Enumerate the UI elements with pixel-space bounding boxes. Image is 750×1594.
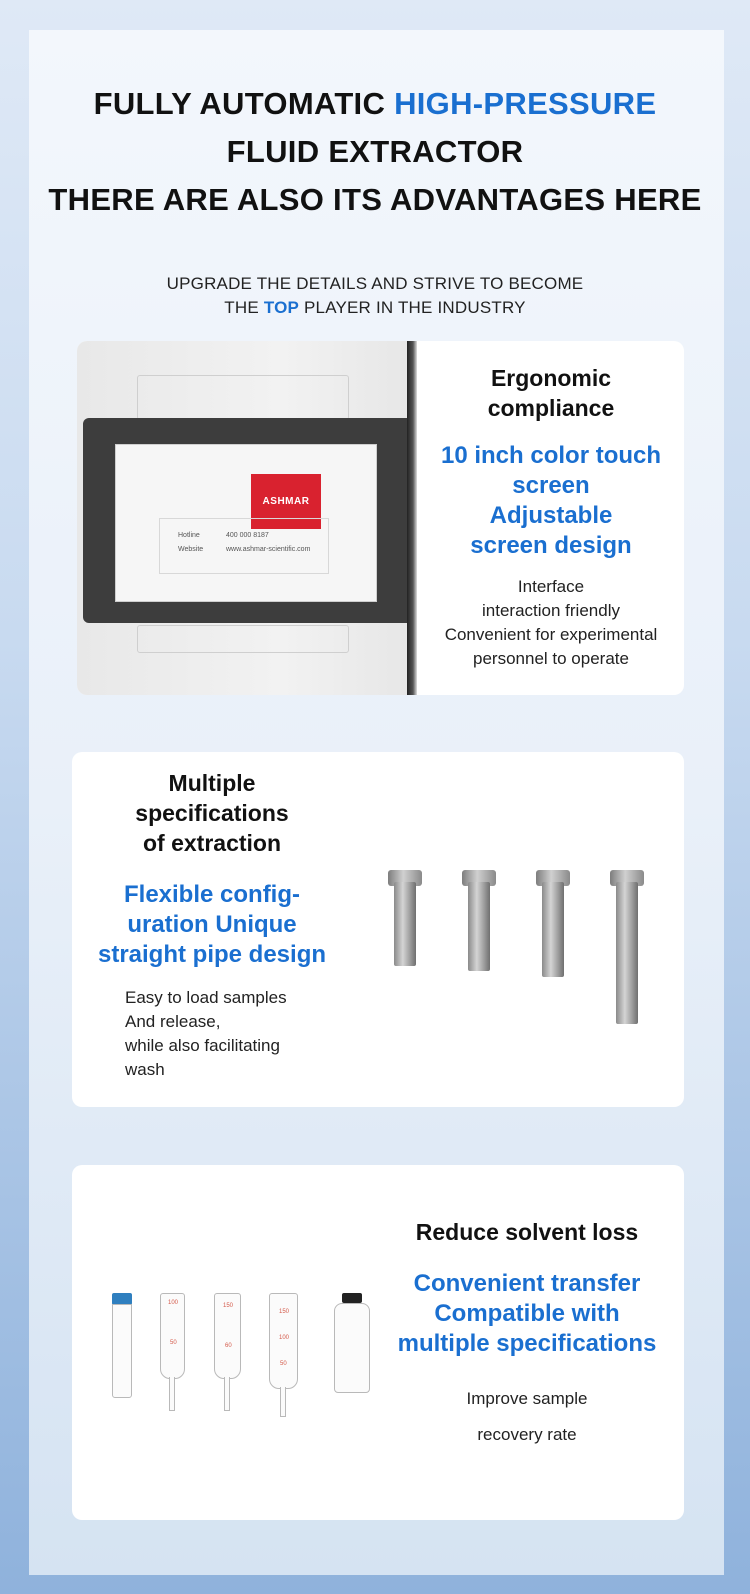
card2-highlight — [72, 880, 352, 970]
hotline-value: 400 000 8187 — [226, 532, 269, 539]
card2-title-line: of extraction — [142, 830, 282, 856]
vial-2-mark-top: 150 — [223, 1303, 234, 1309]
card1-highlight-line: Adjustable — [489, 502, 613, 529]
subtitle-line-2-pre: THE — [224, 298, 264, 317]
card2-title — [72, 768, 352, 858]
subtitle-line-1: UPGRADE THE DETAILS AND STRIVE TO BECOME — [166, 274, 584, 293]
card1-highlight-line: screen — [512, 472, 590, 499]
extraction-tube-small — [394, 882, 416, 966]
card1-body — [418, 575, 684, 671]
device-frame-edge — [407, 341, 417, 695]
hero-line-1-highlight: HIGH-PRESSURE — [394, 86, 657, 121]
ashmar-logo: ASHMAR — [251, 474, 321, 529]
card3-title: Reduce solvent loss — [415, 1219, 639, 1245]
collection-vial-3 — [269, 1293, 298, 1389]
card3-highlight — [382, 1269, 672, 1359]
sample-vial — [112, 1304, 132, 1398]
vial-1-mark-mid: 50 — [170, 1340, 177, 1346]
card2-body-line: Easy to load samples — [125, 988, 287, 1007]
collection-vial-1-tip — [169, 1377, 175, 1411]
vial-3-mark-top: 150 — [279, 1309, 290, 1315]
hero-line-3: THERE ARE ALSO ITS ADVANTAGES HERE — [48, 182, 702, 217]
feature-card-touchscreen — [77, 341, 684, 695]
extraction-tube-large — [542, 882, 564, 977]
feature-card-solvent — [72, 1165, 684, 1520]
hero-heading — [0, 80, 750, 224]
card3-highlight-line: Compatible with — [434, 1300, 620, 1327]
subtitle-line-2-post: PLAYER IN THE INDUSTRY — [299, 298, 526, 317]
hotline-label: Hotline — [178, 532, 200, 539]
card2-body-line: And release, — [125, 1012, 221, 1031]
card1-text — [418, 341, 684, 671]
hero-line-2: FLUID EXTRACTOR — [226, 134, 524, 169]
card1-body-line: Interface — [517, 577, 585, 596]
card1-body-line: interaction friendly — [482, 601, 620, 620]
device-contact-info — [159, 518, 329, 574]
vial-3-mark-mid: 100 — [279, 1335, 290, 1341]
collection-vial-2-tip — [224, 1377, 230, 1411]
card3-highlight-line: multiple specifications — [397, 1330, 657, 1357]
subtitle-highlight: TOP — [263, 298, 300, 317]
card2-title-line: Multiple — [168, 770, 256, 796]
collection-bottle — [334, 1303, 370, 1393]
card2-body — [72, 986, 352, 1082]
card1-highlight-line: 10 inch color touch — [440, 442, 662, 469]
card1-body-line: personnel to operate — [473, 649, 629, 668]
subtitle — [0, 272, 750, 320]
website-label: Website — [178, 546, 204, 553]
card3-text — [382, 1165, 672, 1453]
vial-3-mark-low: 50 — [280, 1361, 287, 1367]
card3-body — [382, 1381, 672, 1453]
device-slot-bottom — [137, 625, 349, 653]
hero-line-1-text: FULLY AUTOMATIC — [93, 86, 395, 121]
card1-title-line: compliance — [487, 395, 615, 421]
card2-text — [72, 752, 352, 1082]
card1-highlight — [418, 441, 684, 561]
card2-body-line: wash — [125, 1060, 165, 1079]
card2-highlight-line: uration Unique — [127, 911, 297, 938]
card1-title-line: Ergonomic — [490, 365, 612, 391]
card1-highlight-line: screen design — [470, 532, 632, 559]
website-value: www.ashmar-scientific.com — [226, 546, 311, 553]
subtitle-line-2 — [0, 296, 750, 320]
hero-line-1 — [0, 80, 750, 128]
device-slot-top — [137, 375, 349, 420]
card1-title — [418, 363, 684, 423]
card3-body-line: Improve sample — [466, 1389, 588, 1408]
hotline-row — [178, 529, 328, 543]
card2-highlight-line: Flexible config- — [123, 881, 300, 908]
extraction-tube-xlarge — [616, 882, 638, 1024]
collection-vial-3-tip — [280, 1387, 286, 1417]
card3-highlight-line: Convenient transfer — [413, 1270, 641, 1297]
card2-title-line: specifications — [135, 800, 289, 826]
website-row — [178, 543, 328, 557]
card2-highlight-line: straight pipe design — [97, 941, 327, 968]
bottle-black-cap — [342, 1293, 362, 1303]
card3-body-line: recovery rate — [477, 1425, 577, 1444]
card1-body-line: Convenient for experimental — [444, 625, 658, 644]
extraction-tube-medium — [468, 882, 490, 971]
feature-card-extraction — [72, 752, 684, 1107]
touchscreen-device-image — [77, 341, 417, 695]
vial-2-mark-mid: 60 — [225, 1343, 232, 1349]
card2-body-line: while also facilitating — [125, 1036, 280, 1055]
vial-1-mark-top: 100 — [168, 1300, 179, 1306]
